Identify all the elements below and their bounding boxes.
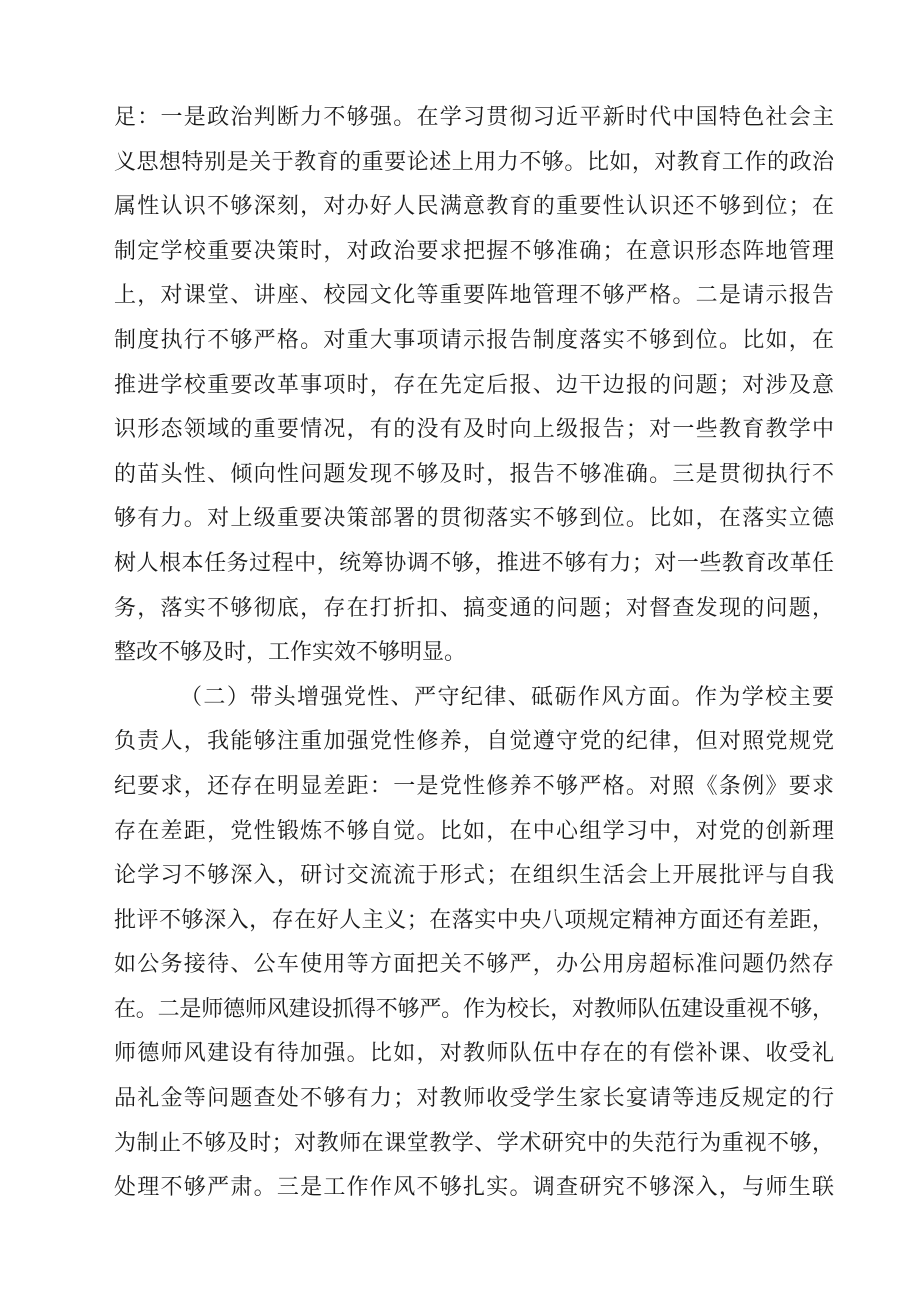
text-line: 制定学校重要决策时，对政治要求把握不够准确；在意识形态阵地管理 <box>114 238 836 264</box>
text-line: 属性认识不够深刻，对办好人民满意教育的重要性认识还不够到位；在 <box>114 194 836 220</box>
section-heading-line: （二）带头增强党性、严守纪律、砥砺作风方面。作为学校主要 <box>180 684 836 710</box>
document-body <box>114 96 834 1211</box>
text-line: 务，落实不够彻底，存在打折扣、搞变通的问题；对督查发现的问题， <box>114 595 836 621</box>
text-line: 批评不够深入，存在好人主义；在落实中央八项规定精神方面还有差距， <box>114 907 835 933</box>
text-line: 推进学校重要改革事项时，存在先定后报、边干边报的问题；对涉及意 <box>114 372 836 398</box>
text-line: 师德师风建设有待加强。比如，对教师队伍中存在的有偿补课、收受礼 <box>114 1041 836 1067</box>
text-line: 识形态领域的重要情况，有的没有及时向上级报告；对一些教育教学中 <box>114 417 836 443</box>
text-line: 品礼金等问题查处不够有力；对教师收受学生家长宴请等违反规定的行 <box>114 1086 836 1112</box>
text-line: 整改不够及时，工作实效不够明显。 <box>114 640 467 666</box>
text-line: 制度执行不够严格。对重大事项请示报告制度落实不够到位。比如，在 <box>114 327 836 353</box>
text-line: 论学习不够深入，研讨交流流于形式；在组织生活会上开展批评与自我 <box>114 863 836 889</box>
text-line: 的苗头性、倾向性问题发现不够及时，报告不够准确。三是贯彻执行不 <box>114 461 836 487</box>
text-line: 存在差距，党性锻炼不够自觉。比如，在中心组学习中，对党的创新理 <box>114 818 836 844</box>
text-line: 足：一是政治判断力不够强。在学习贯彻习近平新时代中国特色社会主 <box>114 105 836 130</box>
text-line: 上，对课堂、讲座、校园文化等重要阵地管理不够严格。二是请示报告 <box>114 283 836 309</box>
text-line: 处理不够严肃。三是工作作风不够扎实。调查研究不够深入，与师生联 <box>114 1175 836 1201</box>
text-line: 为制止不够及时；对教师在课堂教学、学术研究中的失范行为重视不够， <box>114 1130 835 1156</box>
text-line: 在。二是师德师风建设抓得不够严。作为校长，对教师队伍建设重视不够， <box>114 996 834 1022</box>
text-line: 负责人，我能够注重加强党性修养，自觉遵守党的纪律，但对照党规党 <box>114 729 836 755</box>
text-line: 树人根本任务过程中，统筹协调不够，推进不够有力；对一些教育改革任 <box>114 550 835 576</box>
text-line: 纪要求，还存在明显差距：一是党性修养不够严格。对照《条例》要求 <box>114 773 836 799</box>
text-line: 如公务接待、公车使用等方面把关不够严，办公用房超标准问题仍然存 <box>114 952 836 978</box>
text-line: 义思想特别是关于教育的重要论述上用力不够。比如，对教育工作的政治 <box>114 149 835 175</box>
text-line: 够有力。对上级重要决策部署的贯彻落实不够到位。比如，在落实立德 <box>114 506 836 532</box>
